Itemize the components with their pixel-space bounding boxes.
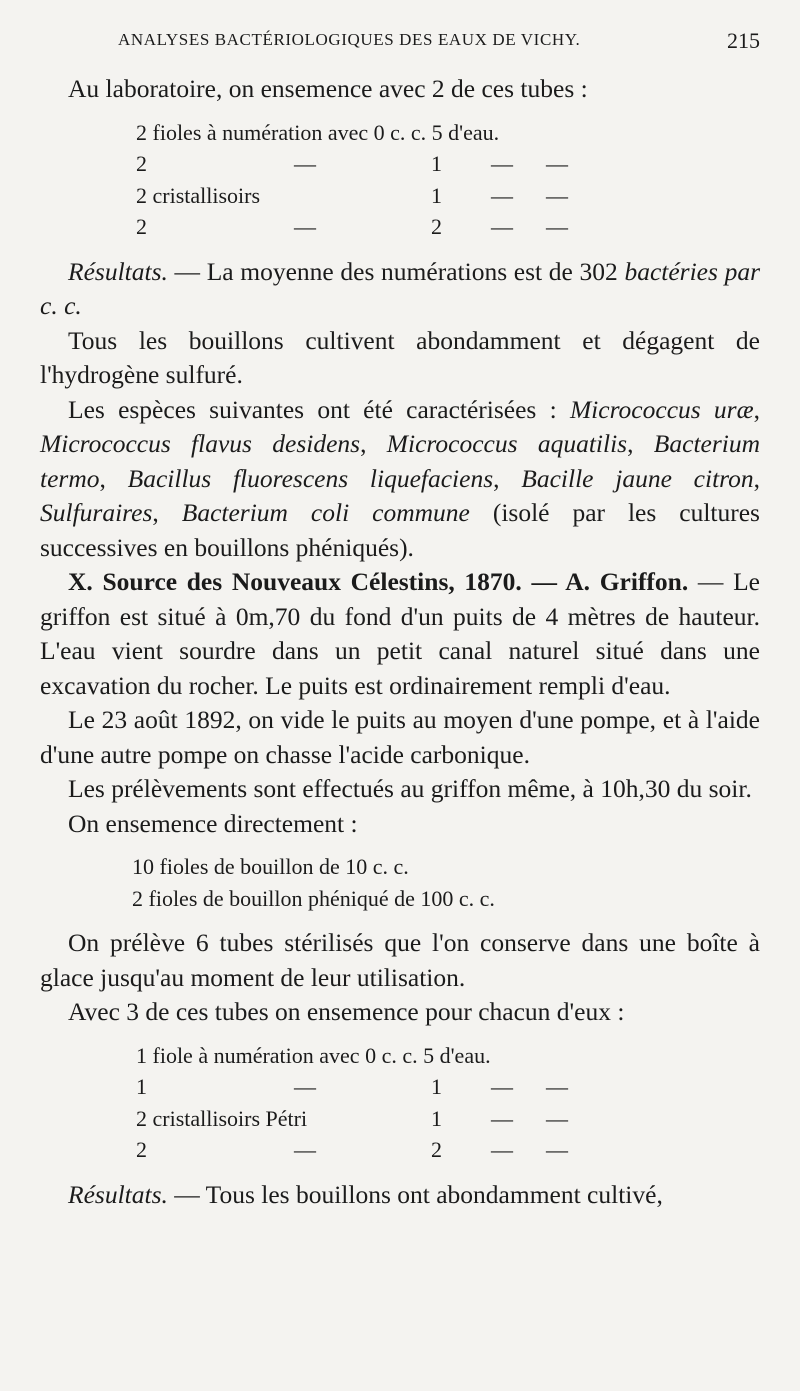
culture-list-2 (132, 851, 760, 914)
list-item: 2 — 2 — — (136, 1137, 568, 1162)
culture-list-1 (136, 117, 760, 243)
list-item: 1 fiole à numération avec 0 c. c. 5 d'eau. (136, 1042, 491, 1068)
paragraph-especes: Les espèces suivantes ont été caractérisées : Micrococcus uræ, Micrococcus flavus desidens, Micrococcus aquatilis, Bacterium termo, Bacillus fluorescens liquefaciens, Bacille jaune citron, Sulfuraires, Bacterium coli commune (isolé par les cultures successives en bouillons phéniqués). (40, 394, 761, 562)
list-item: 1 — 1 — — (136, 1074, 568, 1099)
running-header (118, 28, 760, 53)
section-heading: X. Source des Nouveaux Célestins, 1870. — A. Griffon. (68, 567, 689, 596)
paragraph-bouillons: Tous les bouillons cultivent abondamment et dégagent de l'hydrogène sulfuré. (40, 325, 760, 389)
paragraph-ensemence: On ensemence directement : (68, 808, 358, 838)
list-item: 2 cristallisoirs 1 — — (136, 182, 568, 208)
list-item: 2 — 2 — — (136, 214, 568, 239)
list-item: 2 — 1 — — (136, 151, 568, 176)
results-paragraph-2: Résultats. — Tous les bouillons ont abondamment cultivé, (68, 1179, 663, 1209)
paragraph-avec: Avec 3 de ces tubes on ensemence pour chacun d'eux : (68, 997, 625, 1026)
body-text (40, 72, 760, 1212)
list-item: 2 fioles de bouillon phéniqué de 100 c. c. (132, 885, 495, 911)
list-item: 10 fioles de bouillon de 10 c. c. (132, 854, 409, 879)
list-item: 2 fioles à numération avec 0 c. c. 5 d'eau. (136, 119, 500, 145)
results-paragraph-1: Résultats. — La moyenne des numérations est de 302 bactéries par c. c. (40, 256, 760, 320)
paragraph-prelevements: Les prélèvements sont effectués au griffon même, à 10h,30 du soir. (68, 774, 752, 803)
paragraph-pompe: Le 23 août 1892, on vide le puits au moyen d'une pompe, et à l'aide d'une autre pompe on chasse l'acide carbonique. (40, 705, 760, 769)
paragraph-tubes: On prélève 6 tubes stérilisés que l'on conserve dans une boîte à glace jusqu'au moment de leur utilisation. (40, 928, 760, 992)
section-paragraph: X. Source des Nouveaux Célestins, 1870. — A. Griffon. — Le griffon est situé à 0m,70 du fond d'un puits de 4 mètres de hauteur. L'eau vient sourdre dans un petit canal naturel situé dans une excavation du rocher. Le puits est ordinairement rempli d'eau. (40, 567, 760, 700)
page-number: 215 (727, 28, 760, 53)
list-item: 2 cristallisoirs Pétri 1 — — (136, 1105, 568, 1131)
culture-list-3 (136, 1040, 760, 1166)
paragraph-intro: Au laboratoire, on ensemence avec 2 de ces tubes : (68, 74, 588, 103)
header-title: ANALYSES BACTÉRIOLOGIQUES DES EAUX DE VICHY. (118, 30, 581, 49)
